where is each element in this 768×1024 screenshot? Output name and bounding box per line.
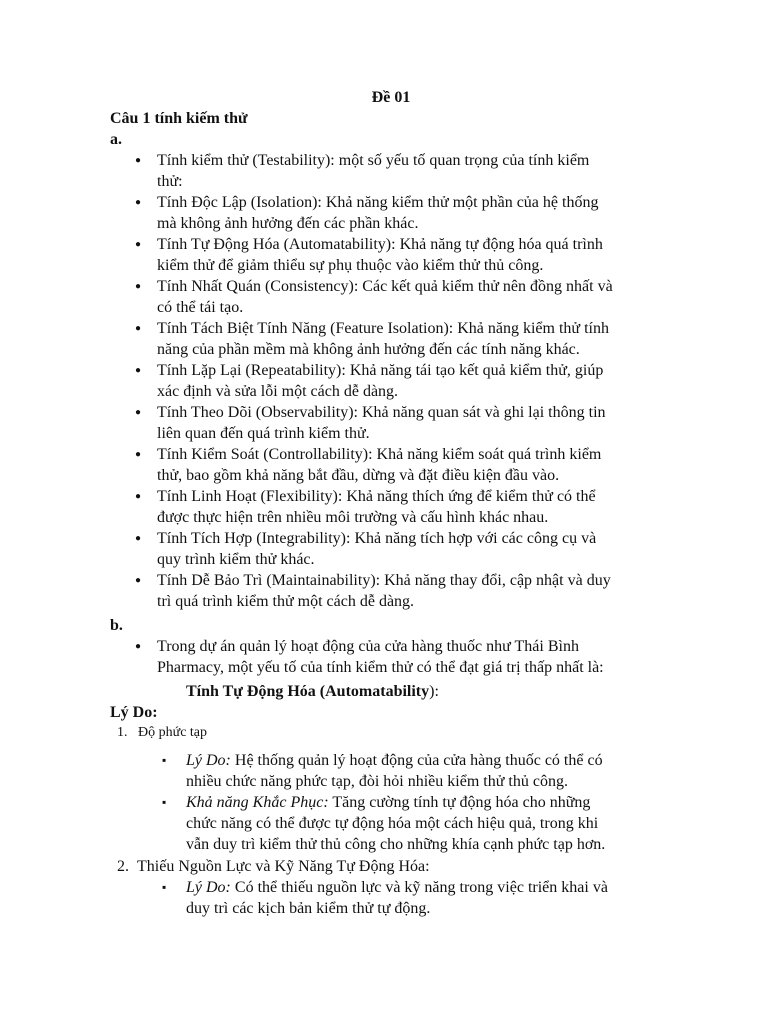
section-b-label: b.: [110, 617, 123, 634]
list-item: ● Tính Kiểm Soát (Controllability): Khả năng kiểm soát quá trình kiểm thử, bao gồm khả năng bắt đầu, dừng và đặt điều kiện đầu vào.: [132, 444, 613, 486]
list-item: ▪ Khả năng Khắc Phục: Tăng cường tính tự động hóa cho những chức năng có thể được tự động hóa một cách hiệu quả, trong khi vẫn duy trì kiểm thử thủ công cho những khía cạnh phức tạp hơn.: [160, 792, 605, 855]
list-item: ▪ Lý Do: Có thể thiếu nguồn lực và kỹ năng trong việc triển khai và duy trì các kịch bản kiểm thử tự động.: [160, 877, 608, 919]
item1-sublist: [160, 750, 605, 855]
list-item: ● Tính Nhất Quán (Consistency): Các kết quả kiểm thử nên đồng nhất và có thể tái tạo.: [132, 276, 613, 318]
doc-title: Đề 01: [371, 89, 411, 106]
list-item: ● Tính Tách Biệt Tính Năng (Feature Isolation): Khả năng kiểm thử tính năng của phần mềm mà không ảnh hưởng đến các tính năng khác.: [132, 318, 613, 360]
numbered-item-1: 1. Độ phức tạp: [117, 725, 208, 740]
list-item: ● Tính Linh Hoạt (Flexibility): Khả năng thích ứng để kiểm thử có thể được thực hiện trên nhiều môi trường và cấu hình khác nhau.: [132, 486, 613, 528]
list-item: ● Tính Tích Hợp (Integrability): Khả năng tích hợp với các công cụ và quy trình kiểm thử khác.: [132, 528, 613, 570]
list-item: ● Tính Tự Động Hóa (Automatability): Khả năng tự động hóa quá trình kiểm thử để giảm thiểu sự phụ thuộc vào kiểm thử thủ công.: [132, 234, 613, 276]
reason-heading: Lý Do:: [110, 704, 158, 721]
list-item: ● Tính Độc Lập (Isolation): Khả năng kiểm thử một phần của hệ thống mà không ảnh hưởng đến các phần khác.: [132, 192, 613, 234]
section-b-list: [132, 636, 604, 678]
testability-list: [132, 150, 613, 612]
list-item: ● Tính Lặp Lại (Repeatability): Khả năng tái tạo kết quả kiểm thử, giúp xác định và sửa lỗi một cách dễ dàng.: [132, 360, 613, 402]
list-item: ● Tính Theo Dõi (Observability): Khả năng quan sát và ghi lại thông tin liên quan đến quá trình kiểm thử.: [132, 402, 613, 444]
numbered-item-2: 2. Thiếu Nguồn Lực và Kỹ Năng Tự Động Hóa:: [117, 858, 430, 875]
list-item: ● Trong dự án quản lý hoạt động của cửa hàng thuốc như Thái Bình Pharmacy, một yếu tố của tính kiểm thử có thể đạt giá trị thấp nhất là:: [132, 636, 604, 678]
question-heading: Câu 1 tính kiếm thử: [110, 110, 248, 127]
lowest-factor: Tính Tự Động Hóa (Automatability):: [186, 683, 439, 700]
list-item: ● Tính Dễ Bảo Trì (Maintainability): Khả năng thay đổi, cập nhật và duy trì quá trình kiểm thử một cách dễ dàng.: [132, 570, 613, 612]
list-item: ● Tính kiểm thử (Testability): một số yếu tố quan trọng của tính kiểm thử:: [132, 150, 613, 192]
item2-sublist: [160, 877, 608, 919]
list-item: ▪ Lý Do: Hệ thống quản lý hoạt động của cửa hàng thuốc có thể có nhiều chức năng phức tạp, đòi hỏi nhiều kiểm thử thủ công.: [160, 750, 605, 792]
section-a-label: a.: [110, 131, 122, 148]
